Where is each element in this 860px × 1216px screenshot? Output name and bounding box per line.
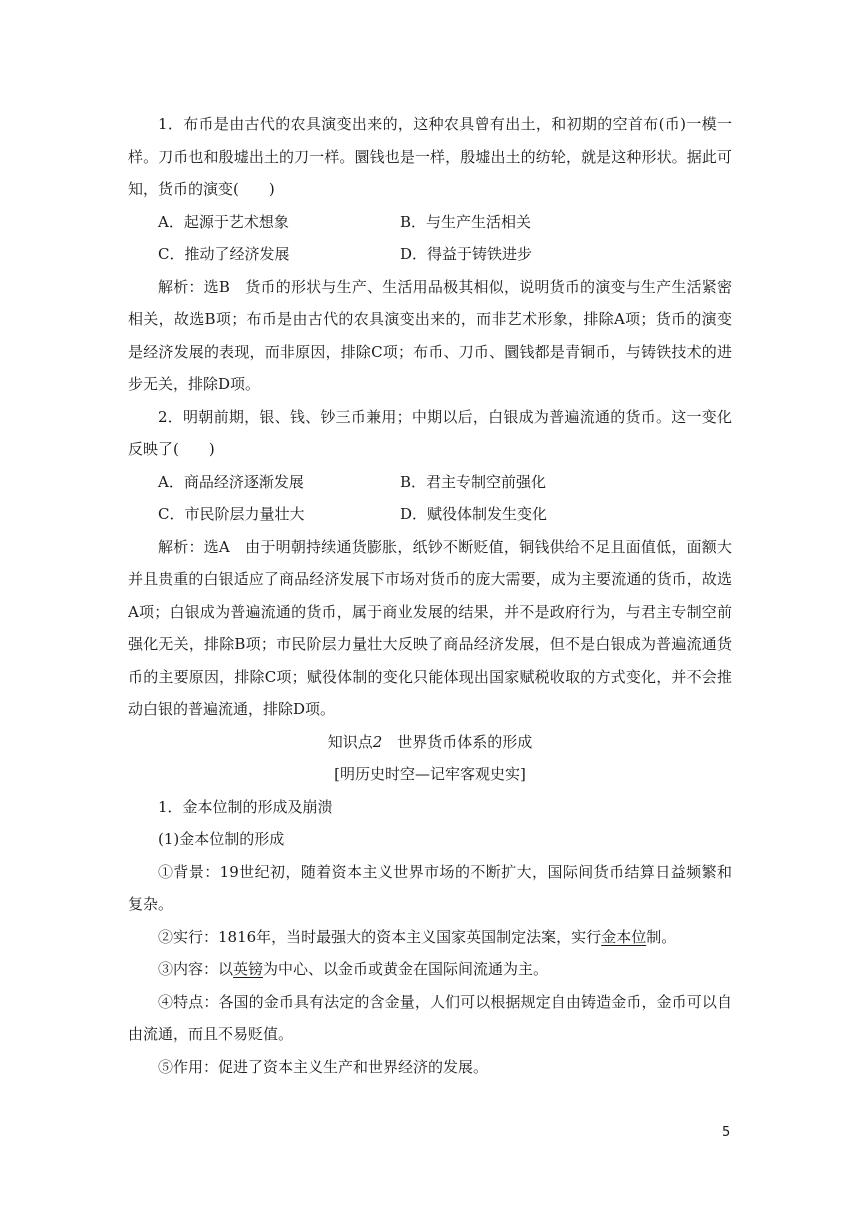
point-implementation <box>128 921 732 954</box>
point-heading-1: 1．金本位制的形成及崩溃 <box>158 797 333 816</box>
section-title <box>128 726 732 759</box>
question-1-analysis: 解析：选B 货币的形状与生产、生活用品极其相似，说明货币的演变与生产生活紧密相关，故选B项；布币是由古代的农具演变出来的，而非艺术形象，排除A项；货币的演变是经济发展的表现，而非原因，排除C项；布币、刀币、圜钱都是青铜币，与铸铁技术的进步无关，排除D项。 <box>128 277 732 393</box>
point-heading-2: (1)金本位制的形成 <box>158 830 285 848</box>
question-2-stem: 2．明朝前期，银、钱、钞三币兼用；中期以后，白银成为普遍流通的货币。这一变化反映了( ) <box>128 407 732 458</box>
q1-option-a: A．起源于艺术想象 <box>158 212 289 231</box>
q1-option-b: B．与生产生活相关 <box>400 212 532 231</box>
question-2-options-row-2 <box>128 498 732 531</box>
content-text: ③内容：以 <box>158 960 234 978</box>
q2-option-c: C．市民阶层力量壮大 <box>158 505 305 523</box>
section-title-number: 2 <box>372 732 383 751</box>
point-effect: ⑤作用：促进了资本主义生产和世界经济的发展。 <box>158 1057 489 1076</box>
question-1-stem: 1．布币是由古代的农具演变出来的，这种农具曾有出土，和初期的空首布(币)一模一样。刀币也和殷墟出土的刀一样。圜钱也是一样，殷墟出土的纺轮，就是这种形状。据此可知，货币的演变( ) <box>128 115 732 198</box>
page-content <box>128 108 732 1083</box>
question-1-options-row-1 <box>128 206 732 239</box>
question-2-options-row-1 <box>128 466 732 499</box>
content-end: 为中心、以金币或黄金在国际间流通为主。 <box>263 960 549 978</box>
page-number: 5 <box>722 1125 731 1140</box>
question-1-options-row-2 <box>128 238 732 271</box>
point-background: ①背景：19世纪初，随着资本主义世界市场的不断扩大，国际间货币结算日益频繁和复杂。 <box>128 862 732 913</box>
question-2-analysis: 解析：选A 由于明朝持续通货膨胀，纸钞不断贬值，铜钱供给不足且面值低，面额大并且贵重的白银适应了商品经济发展下市场对货币的庞大需要，成为主要流通的货币，故选A项；白银成为普遍流通的货币，属于商业发展的结果，并不是政府行为，与君主专制空前强化无关，排除B项；市民阶层力量壮大反映了商品经济发展，但不是白银成为普遍流通货币的主要原因，排除C项；赋役体制的变化只能体现出国家赋税收取的方式变化，并不会推动白银的普遍流通，排除D项。 <box>128 537 732 718</box>
point-content <box>128 953 732 986</box>
q2-option-b: B．君主专制空前强化 <box>400 472 547 491</box>
q1-option-c: C．推动了经济发展 <box>158 245 290 263</box>
section-subtitle: [明历史时空—记牢客观史实] <box>334 765 526 783</box>
implementation-end: 制。 <box>646 927 677 946</box>
q2-option-d: D．赋役体制发生变化 <box>400 505 548 523</box>
implementation-text: ②实行：1816年，当时最强大的资本主义国家英国制定法案，实行 <box>158 927 602 946</box>
implementation-underlined: 金本位 <box>601 927 647 946</box>
point-feature: ④特点：各国的金币具有法定的含金量，人们可以根据规定自由铸造金币，金币可以自由流通，而且不易贬值。 <box>128 992 732 1043</box>
q2-option-a: A．商品经济逐渐发展 <box>158 472 304 491</box>
section-title-prefix: 知识点 <box>327 732 373 751</box>
section-title-text: 世界货币体系的形成 <box>382 732 533 751</box>
q1-option-d: D．得益于铸铁进步 <box>400 245 533 263</box>
content-underlined: 英镑 <box>233 960 264 978</box>
